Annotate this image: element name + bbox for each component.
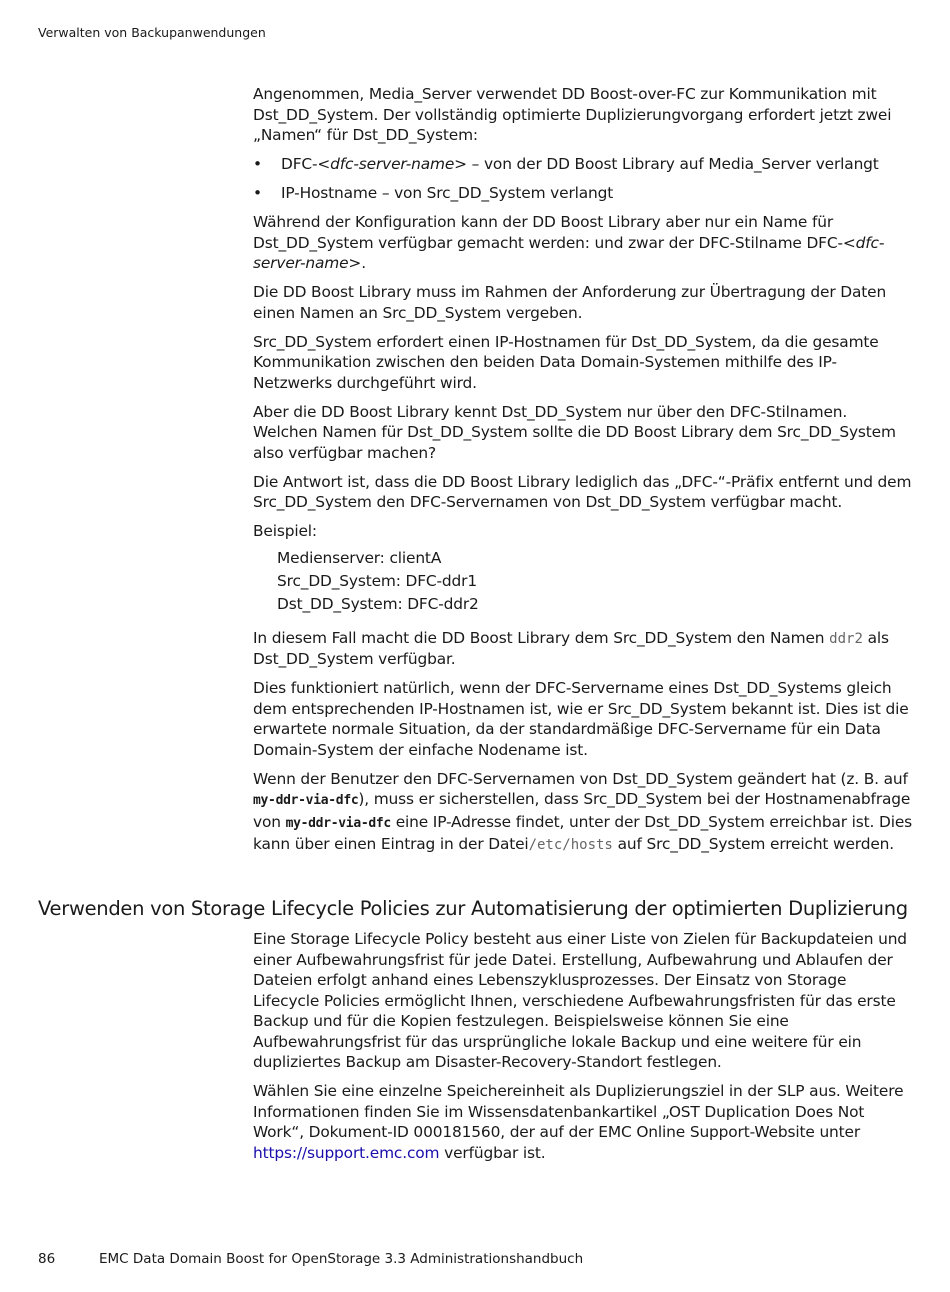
paragraph-text: als Dst_DD_System verfügbar. — [253, 628, 889, 668]
list-item — [253, 154, 913, 175]
example-line: Dst_DD_System: DFC-ddr2 — [277, 594, 479, 613]
page-number: 86 — [38, 1251, 56, 1267]
bullet-icon: • — [253, 155, 262, 173]
paragraph-case — [253, 628, 913, 670]
paragraph-naturally: Dies funktioniert natürlich, wenn der DFC-Servername eines Dst_DD_Systems gleich dem entsprechenden IP-Hostnamen ist, wie er Src_DD_System bekannt ist. Dies ist die erwartete normale Situation, da der standardmäßige DFC-Servername für ein Data Domain-System der einfache Nodename ist. — [253, 679, 909, 759]
paragraph-intro: Angenommen, Media_Server verwendet DD Boost-over-FC zur Kommunikation mit Dst_DD_System. Der vollständig optimierte Duplizierungvorgang erfordert jetzt zwei „Namen“ für Dst_DD_System: — [253, 85, 892, 144]
list-item — [253, 183, 913, 204]
placeholder-text: <dfc-server-name> — [253, 233, 885, 272]
paragraph-user-change — [253, 769, 913, 856]
paragraph-text: In diesem Fall macht die DD Boost Library dem Src_DD_System den Namen — [253, 628, 830, 647]
bullet-icon: • — [253, 184, 262, 202]
bullet-text: IP-Hostname – von Src_DD_System verlangt — [281, 184, 614, 202]
page-footer — [38, 1251, 583, 1267]
paragraph-configuration — [253, 212, 913, 274]
bullet-text-prefix: DFC- — [281, 155, 318, 173]
paragraph-text: verfügbar ist. — [439, 1143, 546, 1162]
paragraph-text: Wenn der Benutzer den DFC-Servernamen von Dst_DD_System geändert hat (z. B. auf — [253, 769, 908, 788]
paragraph-hostname: Src_DD_System erfordert einen IP-Hostnamen für Dst_DD_System, da die gesamte Kommunikation zwischen den beiden Data Domain-Systemen mithilfe des IP-Netzwerks durchgeführt wird. — [253, 332, 879, 392]
main-content — [253, 84, 913, 864]
book-title: EMC Data Domain Boost for OpenStorage 3.3 Administrationshandbuch — [99, 1251, 584, 1267]
paragraph-slp-intro: Eine Storage Lifecycle Policy besteht aus einer Liste von Zielen für Backupdateien und einer Aufbewahrungsfrist für jede Datei. Erstellung, Aufbewahrung und Ablaufen der Dateien erfolgt anhand eines Lebenszyklusprozesses. Der Einsatz von Storage Lifecycle Policies ermöglicht Ihnen, verschiedene Aufbewahrungsfristen für das erste Backup und für die Kopien festzulegen. Beispielsweise können Sie eine Aufbewahrungsfrist für das ursprüngliche lokale Backup und eine weitere für ein dupliziertes Backup am Disaster-Recovery-Standort festlegen. — [253, 930, 907, 1071]
running-header: Verwalten von Backupanwendungen — [38, 25, 266, 40]
code-text: ddr2 — [829, 630, 863, 647]
example-line: Medienserver: clientA — [277, 548, 442, 567]
code-text: /etc/hosts — [528, 837, 613, 853]
bullet-list — [253, 154, 913, 204]
paragraph-text: ), muss er sicherstellen, dass Src_DD_System bei der Hostnamenabfrage von — [253, 790, 911, 831]
example-block — [277, 547, 913, 616]
section-content — [253, 929, 913, 1172]
bullet-text-suffix: – von der DD Boost Library auf Media_Server verlangt — [466, 155, 879, 173]
paragraph-text: eine IP-Adresse findet, unter der Dst_DD_System erreichbar ist. Dies kann über einen Eintrag in der Datei — [253, 812, 913, 853]
code-text: my-ddr-via-dfc — [285, 815, 391, 831]
paragraph-question: Aber die DD Boost Library kennt Dst_DD_System nur über den DFC-Stilnamen. Welchen Namen für Dst_DD_System sollte die DD Boost Library dem Src_DD_System also verfügbar machen? — [253, 402, 896, 462]
code-text: my-ddr-via-dfc — [253, 793, 359, 808]
paragraph-end: . — [361, 254, 366, 272]
paragraph-text: Wählen Sie eine einzelne Speichereinheit als Duplizierungsziel in der SLP aus. Weitere Informationen finden Sie im Wissensdatenbankartikel „OST Duplication Does Not Work“, Dokument-ID 000181560, der auf der EMC Online Support-Website unter — [253, 1082, 904, 1141]
paragraph-text: Während der Konfiguration kann der DD Boost Library aber nur ein Name für Dst_DD_System verfügbar gemacht werden: und zwar der DFC-Stilname DFC- — [253, 213, 843, 252]
paragraph-answer: Die Antwort ist, dass die DD Boost Library lediglich das „DFC-“-Präfix entfernt und dem Src_DD_System den DFC-Servernamen von Dst_DD_System verfügbar macht. — [253, 472, 912, 511]
paragraph-transfer: Die DD Boost Library muss im Rahmen der Anforderung zur Übertragung der Daten einen Namen an Src_DD_System vergeben. — [253, 283, 887, 322]
example-label: Beispiel: — [253, 522, 317, 540]
section-heading: Verwenden von Storage Lifecycle Policies zur Automatisierung der optimierten Duplizierung — [38, 897, 908, 920]
paragraph-text: auf Src_DD_System erreicht werden. — [612, 835, 894, 853]
bullet-text-placeholder: <dfc-server-name> — [317, 155, 467, 173]
paragraph-slp-select — [253, 1081, 913, 1163]
support-link[interactable]: https://support.emc.com — [253, 1143, 440, 1162]
example-line: Src_DD_System: DFC-ddr1 — [277, 571, 477, 590]
